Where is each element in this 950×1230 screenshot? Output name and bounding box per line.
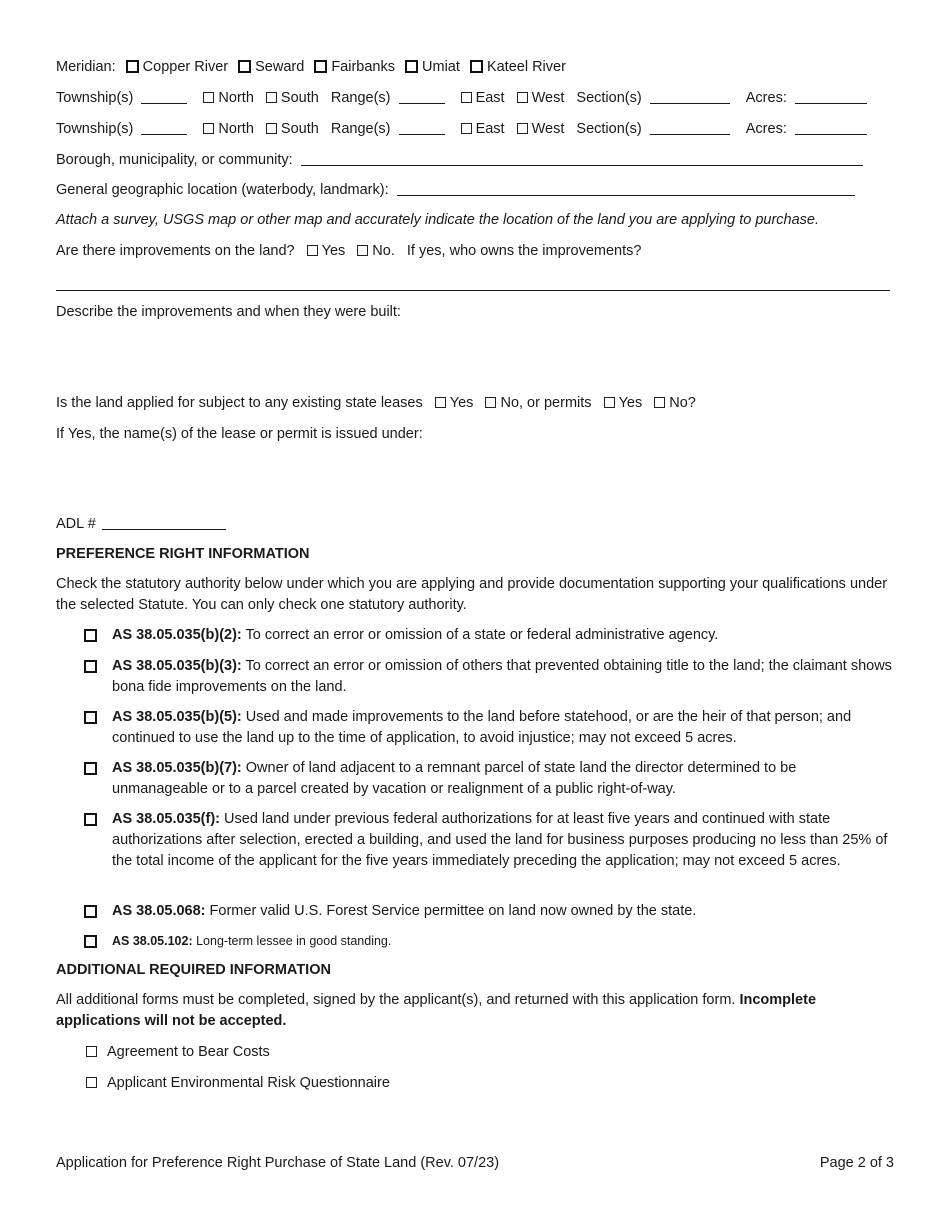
required-item-label: Agreement to Bear Costs bbox=[107, 1044, 270, 1060]
leases-question: Is the land applied for subject to any existing state leases bbox=[56, 395, 423, 411]
meridian-option-copper-river: Copper River bbox=[142, 59, 229, 75]
borough-label: Borough, municipality, or community: bbox=[56, 152, 293, 168]
attach-map-note: Attach a survey, USGS map or other map and accurately indicate the location of the land you are applying to purchase. bbox=[56, 212, 820, 228]
additional-intro-text: All additional forms must be completed, signed by the applicant(s), and returned with this application form. bbox=[56, 992, 736, 1008]
improvements-no-checkbox[interactable] bbox=[357, 245, 368, 256]
acres-field[interactable] bbox=[795, 120, 867, 135]
south-checkbox[interactable] bbox=[266, 123, 277, 134]
improvements-yes-checkbox[interactable] bbox=[307, 245, 318, 256]
meridian-seward-checkbox[interactable] bbox=[238, 60, 251, 73]
geo-location-row bbox=[56, 180, 894, 200]
township-row-1 bbox=[56, 88, 871, 108]
range-label: Range(s) bbox=[330, 121, 391, 137]
leases-no-checkbox[interactable] bbox=[485, 397, 496, 408]
leases-no-label: No, or permits bbox=[500, 395, 592, 411]
west-label: West bbox=[531, 90, 565, 106]
statute-code: AS 38.05.035(b)(7): bbox=[112, 760, 242, 776]
improvements-yes-label: Yes bbox=[321, 243, 346, 259]
borough-row bbox=[56, 150, 894, 170]
statute-code: AS 38.05.035(b)(3): bbox=[112, 658, 242, 674]
statute-description: Owner of land adjacent to a remnant parcel of state land the director determined to be unmanageable or to a parcel created by vacation or realignment of a public right-of-way. bbox=[112, 760, 797, 797]
meridian-option-kateel-river: Kateel River bbox=[486, 59, 566, 75]
meridian-fairbanks-checkbox[interactable] bbox=[314, 60, 327, 73]
meridian-option-umiat: Umiat bbox=[422, 59, 460, 75]
range-field[interactable] bbox=[399, 120, 445, 135]
describe-improvements-label: Describe the improvements and when they were built: bbox=[56, 304, 401, 320]
improvements-row bbox=[56, 241, 641, 261]
township-field[interactable] bbox=[141, 120, 187, 135]
leases-yes-label: Yes bbox=[449, 395, 474, 411]
section-field[interactable] bbox=[650, 89, 730, 104]
township-label: Township(s) bbox=[56, 90, 134, 106]
improvements-owner-field[interactable] bbox=[56, 290, 890, 291]
permits-no-checkbox[interactable] bbox=[654, 397, 665, 408]
statute-code: AS 38.05.035(b)(5): bbox=[112, 709, 242, 725]
required-item-label: Applicant Environmental Risk Questionnaire bbox=[107, 1075, 390, 1091]
lease-names-label: If Yes, the name(s) of the lease or permit is issued under: bbox=[56, 426, 423, 442]
required-item bbox=[86, 1073, 390, 1093]
footer-page-number: Page 2 of 3 bbox=[819, 1155, 894, 1171]
acres-field[interactable] bbox=[795, 89, 867, 104]
statute-description: To correct an error or omission of a state or federal administrative agency. bbox=[245, 627, 719, 643]
preference-heading: PREFERENCE RIGHT INFORMATION bbox=[56, 546, 310, 562]
south-checkbox[interactable] bbox=[266, 92, 277, 103]
meridian-copper-river-checkbox[interactable] bbox=[126, 60, 139, 73]
permits-no-label: No? bbox=[669, 395, 696, 411]
permits-yes-label: Yes bbox=[618, 395, 643, 411]
township-field[interactable] bbox=[141, 89, 187, 104]
meridian-label: Meridian: bbox=[56, 59, 116, 75]
east-label: East bbox=[475, 121, 505, 137]
statute-description: Long-term lessee in good standing. bbox=[196, 934, 392, 948]
section-field[interactable] bbox=[650, 120, 730, 135]
additional-intro-warning: Incomplete applications will not be accepted. bbox=[56, 992, 817, 1029]
meridian-row bbox=[56, 57, 566, 77]
borough-field[interactable] bbox=[301, 151, 863, 166]
north-checkbox[interactable] bbox=[203, 123, 214, 134]
footer-form-title: Application for Preference Right Purchase of State Land (Rev. 07/23) bbox=[56, 1155, 500, 1171]
permits-yes-checkbox[interactable] bbox=[604, 397, 615, 408]
range-field[interactable] bbox=[399, 89, 445, 104]
west-checkbox[interactable] bbox=[517, 123, 528, 134]
preference-option-checkbox[interactable] bbox=[84, 935, 97, 948]
section-label: Section(s) bbox=[576, 121, 642, 137]
page-footer bbox=[56, 1153, 894, 1173]
additional-heading: ADDITIONAL REQUIRED INFORMATION bbox=[56, 962, 331, 978]
meridian-option-fairbanks: Fairbanks bbox=[331, 59, 395, 75]
north-label: North bbox=[218, 121, 254, 137]
statute-description: Former valid U.S. Forest Service permittee on land now owned by the state. bbox=[209, 903, 697, 919]
acres-label: Acres: bbox=[745, 121, 787, 137]
west-checkbox[interactable] bbox=[517, 92, 528, 103]
south-label: South bbox=[280, 90, 319, 106]
township-label: Township(s) bbox=[56, 121, 134, 137]
adl-field[interactable] bbox=[102, 515, 226, 530]
preference-option-checkbox[interactable] bbox=[84, 813, 97, 826]
geo-location-field[interactable] bbox=[397, 181, 855, 196]
statute-code: AS 38.05.035(b)(2): bbox=[112, 627, 242, 643]
improvements-no-label: No. bbox=[372, 243, 395, 259]
preference-option-checkbox[interactable] bbox=[84, 629, 97, 642]
preference-option-checkbox[interactable] bbox=[84, 660, 97, 673]
section-label: Section(s) bbox=[576, 90, 642, 106]
preference-option-checkbox[interactable] bbox=[84, 905, 97, 918]
agreement-bear-costs-checkbox[interactable] bbox=[86, 1046, 97, 1057]
north-checkbox[interactable] bbox=[203, 92, 214, 103]
preference-option-checkbox[interactable] bbox=[84, 711, 97, 724]
required-item bbox=[86, 1042, 270, 1062]
statute-description: Used and made improvements to the land before statehood, or are the heir of that person; and continued to use the land up to the time of application, to avoid injustice; may not exceed 5 acres. bbox=[112, 709, 852, 746]
improvements-question: Are there improvements on the land? bbox=[56, 243, 295, 259]
north-label: North bbox=[218, 90, 254, 106]
acres-label: Acres: bbox=[745, 90, 787, 106]
meridian-umiat-checkbox[interactable] bbox=[405, 60, 418, 73]
adl-row bbox=[56, 514, 230, 534]
meridian-option-seward: Seward bbox=[255, 59, 305, 75]
preference-intro: Check the statutory authority below under which you are applying and provide documentation supporting your qualifications under the selected Statute. You can only check one statutory authority. bbox=[56, 576, 888, 613]
range-label: Range(s) bbox=[330, 90, 391, 106]
geo-location-label: General geographic location (waterbody, landmark): bbox=[56, 182, 389, 198]
east-checkbox[interactable] bbox=[461, 92, 472, 103]
leases-row bbox=[56, 393, 696, 413]
statute-description: Used land under previous federal authorizations for at least five years and continued with state authorizations after selection, erected a building, and used the land for business purposes producing no less than 25% of the total income of the applicant for the five years immediately preceding the application; may not exceed 5 acres. bbox=[112, 811, 888, 869]
statute-code: AS 38.05.102: bbox=[112, 934, 193, 948]
environmental-risk-checkbox[interactable] bbox=[86, 1077, 97, 1088]
statute-code: AS 38.05.035(f): bbox=[112, 811, 220, 827]
statute-code: AS 38.05.068: bbox=[112, 903, 206, 919]
leases-yes-checkbox[interactable] bbox=[435, 397, 446, 408]
adl-label: ADL # bbox=[56, 516, 96, 532]
east-label: East bbox=[475, 90, 505, 106]
township-row-2 bbox=[56, 119, 871, 139]
east-checkbox[interactable] bbox=[461, 123, 472, 134]
west-label: West bbox=[531, 121, 565, 137]
statute-description: To correct an error or omission of others that prevented obtaining title to the land; the claimant shows bona fide improvements on the land. bbox=[112, 658, 892, 695]
form-page bbox=[56, 0, 894, 1230]
meridian-kateel-river-checkbox[interactable] bbox=[470, 60, 483, 73]
additional-intro bbox=[56, 990, 894, 1032]
south-label: South bbox=[280, 121, 319, 137]
improvements-owner-question: If yes, who owns the improvements? bbox=[406, 243, 642, 259]
preference-option-checkbox[interactable] bbox=[84, 762, 97, 775]
